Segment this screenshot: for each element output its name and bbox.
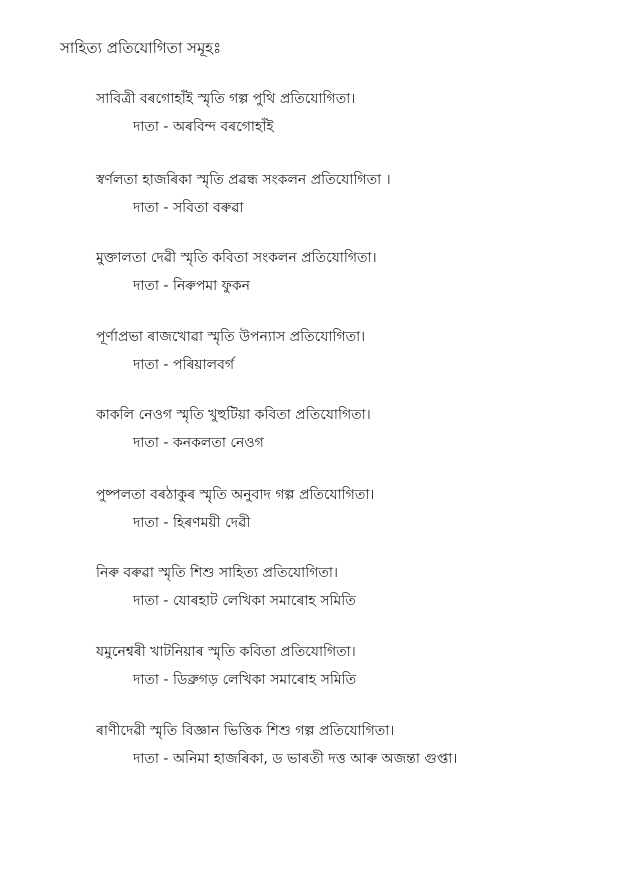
donor-name: নিৰুপমা ফুকন xyxy=(172,278,251,294)
donor-label: দাতা xyxy=(133,435,159,451)
competition-title: সাবিত্ৰী বৰগোহাঁই স্মৃতি গল্প পুথি প্ৰতিযোগিতা। xyxy=(96,91,356,107)
donor-separator: - xyxy=(158,357,173,373)
donor-line xyxy=(133,198,244,218)
donor-label: দাতা xyxy=(133,119,159,135)
donor-separator: - xyxy=(158,672,173,688)
donor-label: দাতা xyxy=(133,357,159,373)
donor-separator: - xyxy=(158,278,173,294)
donor-label: দাতা xyxy=(133,672,159,688)
donor-line xyxy=(133,670,356,690)
competition-title: পূৰ্ণাপ্ৰভা ৰাজখোৱা স্মৃতি উপন্যাস প্ৰতিযোগিতা। xyxy=(96,329,366,345)
donor-name: কনকলতা নেওগ xyxy=(172,435,264,451)
donor-separator: - xyxy=(158,515,173,531)
donor-label: দাতা xyxy=(133,200,159,216)
competition-title: কাকলি নেওগ স্মৃতি খুহুটিয়া কবিতা প্ৰতিযোগিতা। xyxy=(96,407,371,423)
donor-separator: - xyxy=(158,751,173,767)
donor-line xyxy=(133,117,274,137)
donor-name: অৰবিন্দ বৰগোহাঁই xyxy=(172,119,274,135)
donor-name: অনিমা হাজৰিকা, ড ভাৰতী দত্ত আৰু অজন্তা গুপ্তা। xyxy=(172,751,458,767)
donor-line xyxy=(133,591,356,611)
donor-line xyxy=(133,276,250,296)
page-heading: সাহিত্য প্ৰতিযোগিতা সমূহঃ xyxy=(60,39,222,57)
donor-label: দাতা xyxy=(133,278,159,294)
donor-name: ডিব্ৰুগড় লেখিকা সমাৰোহ সমিতি xyxy=(172,672,357,688)
competition-title: স্বৰ্ণলতা হাজৰিকা স্মৃতি প্ৰৱন্ধ সংকলন প্ৰতিযোগিতা । xyxy=(96,172,391,188)
competition-title: পুষ্পলতা বৰঠাকুৰ স্মৃতি অনুবাদ গল্প প্ৰতিযোগিতা। xyxy=(96,487,375,503)
donor-separator: - xyxy=(158,593,173,609)
donor-separator: - xyxy=(158,200,173,216)
donor-label: দাতা xyxy=(133,751,159,767)
competition-title: ৰাণীদেৱী স্মৃতি বিজ্ঞান ভিত্তিক শিশু গল্প প্ৰতিযোগিতা। xyxy=(96,723,395,739)
donor-name: সবিতা বৰুৱা xyxy=(172,200,244,216)
donor-label: দাতা xyxy=(133,593,159,609)
donor-name: পৰিয়ালবৰ্গ xyxy=(172,357,235,373)
donor-name: যোৰহাট লেখিকা সমাৰোহ সমিতি xyxy=(172,593,356,609)
competition-title: যমুনেশ্বৰী খাটনিয়াৰ স্মৃতি কবিতা প্ৰতিযোগিতা। xyxy=(96,644,356,660)
competition-title: নিৰু বৰুৱা স্মৃতি শিশু সাহিত্য প্ৰতিযোগিতা। xyxy=(96,565,338,581)
donor-line xyxy=(133,513,250,533)
donor-line xyxy=(133,433,264,453)
competition-title: মুক্তালতা দেৱী স্মৃতি কবিতা সংকলন প্ৰতিযোগিতা। xyxy=(96,250,377,266)
donor-line xyxy=(133,749,457,769)
donor-label: দাতা xyxy=(133,515,159,531)
donor-separator: - xyxy=(158,119,173,135)
donor-name: হিৰণময়ী দেৱী xyxy=(172,515,251,531)
donor-line xyxy=(133,355,234,375)
donor-separator: - xyxy=(158,435,173,451)
